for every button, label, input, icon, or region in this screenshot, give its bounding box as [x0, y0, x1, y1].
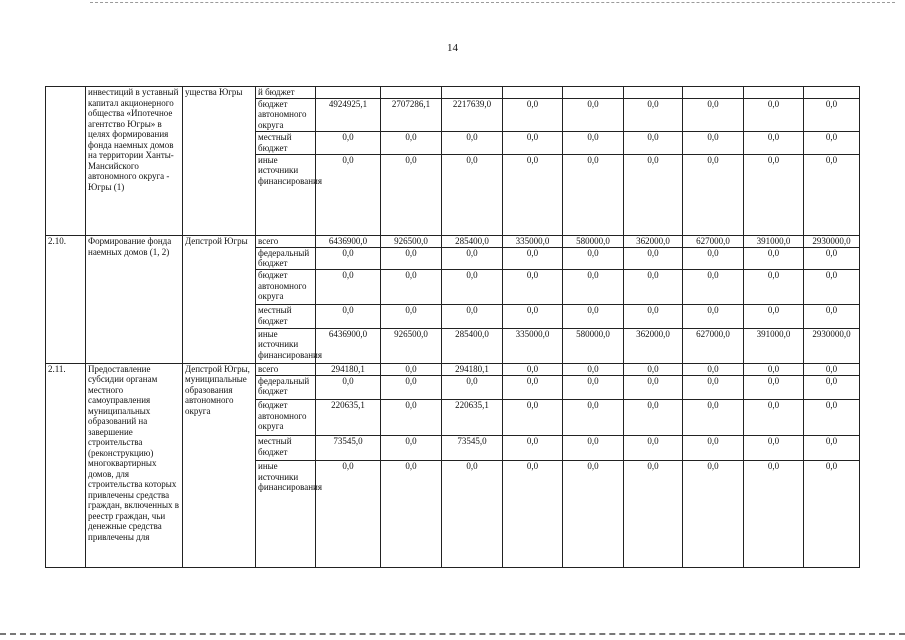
amount-cell: 0,0	[624, 132, 683, 155]
amount-cell: 0,0	[624, 98, 683, 131]
table-row	[46, 87, 860, 99]
amount-cell: 0,0	[683, 363, 744, 375]
funding-source: й бюджет	[256, 87, 316, 99]
amount-cell: 580000,0	[563, 236, 624, 248]
top-scan-line	[90, 2, 895, 3]
amount-cell: 0,0	[316, 305, 381, 329]
amount-cell: 0,0	[381, 305, 442, 329]
funding-source: иные источники финансирования	[256, 154, 316, 235]
amount-cell: 0,0	[804, 154, 860, 235]
amount-cell	[316, 87, 381, 99]
amount-cell: 0,0	[804, 400, 860, 436]
amount-cell: 0,0	[563, 247, 624, 270]
funding-source: всего	[256, 236, 316, 248]
amount-cell: 2217639,0	[442, 98, 503, 131]
item-executor: Депстрой Югры, муниципальные образования автономного округа	[183, 363, 256, 567]
amount-cell: 0,0	[804, 436, 860, 461]
amount-cell: 0,0	[683, 247, 744, 270]
amount-cell: 0,0	[744, 270, 804, 305]
amount-cell: 0,0	[381, 132, 442, 155]
amount-cell: 335000,0	[503, 328, 563, 363]
amount-cell: 6436900,0	[316, 236, 381, 248]
amount-cell: 0,0	[503, 270, 563, 305]
amount-cell: 0,0	[804, 375, 860, 400]
amount-cell: 0,0	[503, 436, 563, 461]
amount-cell: 0,0	[804, 132, 860, 155]
funding-source: федеральный бюджет	[256, 375, 316, 400]
amount-cell	[744, 87, 804, 99]
amount-cell: 2707286,1	[381, 98, 442, 131]
funding-source: бюджет автономного округа	[256, 98, 316, 131]
amount-cell: 220635,1	[442, 400, 503, 436]
item-number: 2.11.	[46, 363, 86, 567]
amount-cell: 0,0	[316, 154, 381, 235]
amount-cell: 0,0	[744, 305, 804, 329]
amount-cell: 73545,0	[442, 436, 503, 461]
amount-cell: 0,0	[624, 461, 683, 568]
amount-cell: 0,0	[563, 154, 624, 235]
amount-cell: 0,0	[683, 461, 744, 568]
amount-cell: 0,0	[503, 305, 563, 329]
amount-cell: 0,0	[624, 363, 683, 375]
item-executor: ущества Югры	[183, 87, 256, 236]
amount-cell: 294180,1	[316, 363, 381, 375]
item-title: Предоставление субсидии органам местного самоуправления муниципальных образований на завершение строительства (реконструкцию) многоквартирных домов, для строительства которых привлечены средства граждан, включенных в реестр граждан, чьи денежные средства привлечены для	[86, 363, 183, 567]
amount-cell: 0,0	[381, 247, 442, 270]
funding-source: бюджет автономного округа	[256, 270, 316, 305]
funding-source: федеральный бюджет	[256, 247, 316, 270]
amount-cell: 0,0	[503, 461, 563, 568]
amount-cell: 0,0	[316, 247, 381, 270]
item-number	[46, 87, 86, 236]
amount-cell: 0,0	[624, 247, 683, 270]
page-number: 14	[447, 42, 458, 54]
amount-cell: 0,0	[503, 400, 563, 436]
amount-cell: 391000,0	[744, 236, 804, 248]
amount-cell: 0,0	[316, 461, 381, 568]
item-title: Формирование фонда наемных домов (1, 2)	[86, 236, 183, 364]
amount-cell: 0,0	[683, 154, 744, 235]
table-row	[46, 236, 860, 248]
amount-cell: 0,0	[563, 363, 624, 375]
amount-cell: 0,0	[744, 461, 804, 568]
amount-cell: 0,0	[381, 154, 442, 235]
amount-cell: 0,0	[563, 400, 624, 436]
amount-cell: 0,0	[624, 305, 683, 329]
amount-cell: 0,0	[683, 98, 744, 131]
amount-cell: 0,0	[744, 400, 804, 436]
amount-cell: 0,0	[744, 436, 804, 461]
amount-cell: 0,0	[804, 363, 860, 375]
amount-cell	[683, 87, 744, 99]
amount-cell: 0,0	[442, 154, 503, 235]
financing-table	[45, 86, 860, 568]
amount-cell: 0,0	[804, 461, 860, 568]
amount-cell: 0,0	[744, 363, 804, 375]
amount-cell: 0,0	[744, 154, 804, 235]
bottom-scan-line	[0, 633, 905, 635]
amount-cell: 0,0	[624, 154, 683, 235]
amount-cell: 0,0	[316, 270, 381, 305]
amount-cell: 0,0	[381, 375, 442, 400]
amount-cell: 0,0	[563, 132, 624, 155]
amount-cell: 0,0	[563, 305, 624, 329]
amount-cell: 0,0	[381, 436, 442, 461]
amount-cell: 0,0	[683, 132, 744, 155]
amount-cell: 294180,1	[442, 363, 503, 375]
amount-cell: 0,0	[683, 400, 744, 436]
amount-cell: 73545,0	[316, 436, 381, 461]
amount-cell: 0,0	[503, 375, 563, 400]
amount-cell: 627000,0	[683, 328, 744, 363]
amount-cell: 2930000,0	[804, 236, 860, 248]
amount-cell: 0,0	[381, 270, 442, 305]
amount-cell: 0,0	[563, 461, 624, 568]
amount-cell: 0,0	[804, 305, 860, 329]
amount-cell: 0,0	[744, 98, 804, 131]
funding-source: местный бюджет	[256, 305, 316, 329]
amount-cell: 0,0	[683, 270, 744, 305]
amount-cell: 0,0	[744, 375, 804, 400]
amount-cell: 0,0	[804, 247, 860, 270]
amount-cell: 0,0	[563, 436, 624, 461]
amount-cell: 926500,0	[381, 236, 442, 248]
amount-cell	[563, 87, 624, 99]
amount-cell	[442, 87, 503, 99]
amount-cell: 0,0	[563, 98, 624, 131]
amount-cell: 0,0	[503, 154, 563, 235]
amount-cell: 0,0	[804, 270, 860, 305]
amount-cell: 0,0	[381, 363, 442, 375]
amount-cell: 0,0	[624, 436, 683, 461]
amount-cell: 0,0	[381, 461, 442, 568]
amount-cell: 362000,0	[624, 236, 683, 248]
amount-cell: 335000,0	[503, 236, 563, 248]
amount-cell: 362000,0	[624, 328, 683, 363]
amount-cell: 0,0	[503, 98, 563, 131]
amount-cell: 0,0	[442, 305, 503, 329]
amount-cell: 6436900,0	[316, 328, 381, 363]
table-row	[46, 363, 860, 375]
amount-cell: 0,0	[442, 247, 503, 270]
amount-cell: 0,0	[563, 270, 624, 305]
amount-cell: 0,0	[503, 247, 563, 270]
amount-cell: 0,0	[442, 132, 503, 155]
funding-source: всего	[256, 363, 316, 375]
amount-cell	[503, 87, 563, 99]
amount-cell: 0,0	[442, 375, 503, 400]
amount-cell: 285400,0	[442, 236, 503, 248]
amount-cell: 0,0	[316, 375, 381, 400]
amount-cell: 391000,0	[744, 328, 804, 363]
amount-cell: 0,0	[316, 132, 381, 155]
amount-cell: 0,0	[563, 375, 624, 400]
amount-cell	[381, 87, 442, 99]
item-number: 2.10.	[46, 236, 86, 364]
amount-cell: 4924925,1	[316, 98, 381, 131]
funding-source: бюджет автономного округа	[256, 400, 316, 436]
funding-source: местный бюджет	[256, 132, 316, 155]
amount-cell: 0,0	[683, 375, 744, 400]
amount-cell: 0,0	[624, 270, 683, 305]
amount-cell: 926500,0	[381, 328, 442, 363]
amount-cell: 0,0	[744, 247, 804, 270]
amount-cell: 0,0	[624, 400, 683, 436]
amount-cell: 627000,0	[683, 236, 744, 248]
amount-cell: 0,0	[683, 436, 744, 461]
amount-cell: 0,0	[503, 132, 563, 155]
funding-source: местный бюджет	[256, 436, 316, 461]
funding-source: иные источники финансирования	[256, 328, 316, 363]
amount-cell: 0,0	[442, 461, 503, 568]
amount-cell: 0,0	[381, 400, 442, 436]
item-executor: Депстрой Югры	[183, 236, 256, 364]
item-title: инвестиций в уставный капитал акционерного общества «Ипотечное агентство Югры» в целях формирования фонда наемных домов на территории Ханты-Мансийского автономного округа - Югры (1)	[86, 87, 183, 236]
amount-cell: 0,0	[624, 375, 683, 400]
amount-cell: 220635,1	[316, 400, 381, 436]
funding-source: иные источники финансирования	[256, 461, 316, 568]
amount-cell: 0,0	[442, 270, 503, 305]
amount-cell: 0,0	[503, 363, 563, 375]
amount-cell: 2930000,0	[804, 328, 860, 363]
amount-cell: 0,0	[804, 98, 860, 131]
amount-cell: 0,0	[683, 305, 744, 329]
amount-cell: 285400,0	[442, 328, 503, 363]
amount-cell: 0,0	[744, 132, 804, 155]
amount-cell	[624, 87, 683, 99]
amount-cell: 580000,0	[563, 328, 624, 363]
amount-cell	[804, 87, 860, 99]
